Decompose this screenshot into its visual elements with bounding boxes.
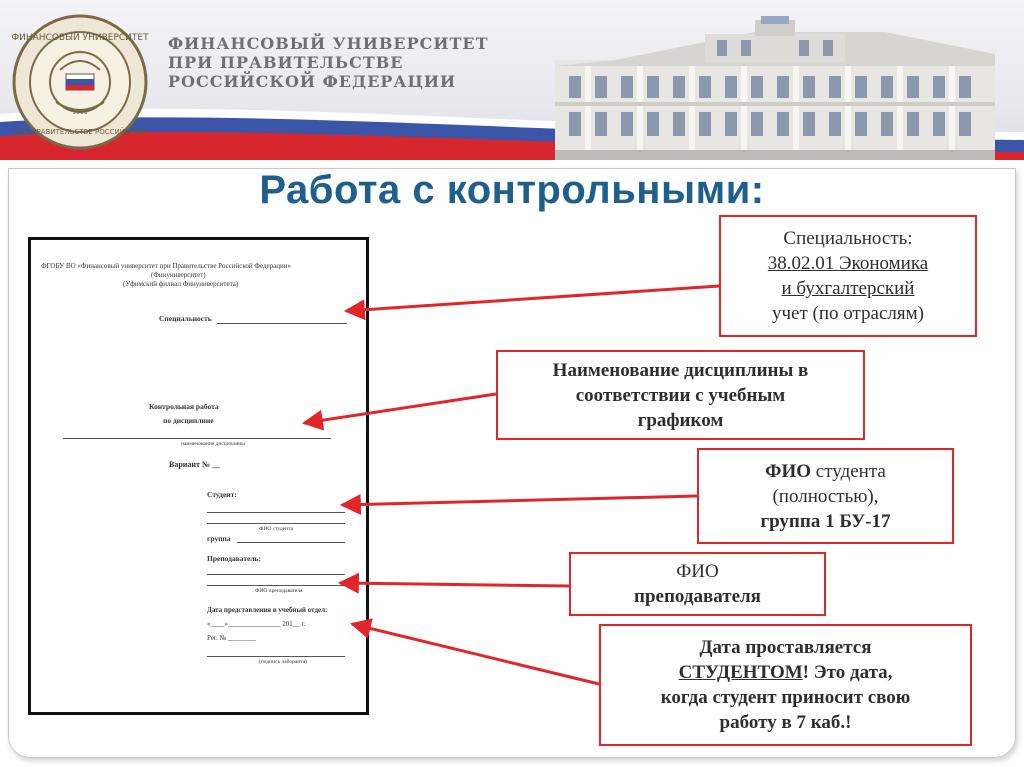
doc-reg-line: Рег. № ________	[207, 634, 256, 642]
doc-date-label: Дата представления в учебный отдел:	[207, 606, 328, 614]
callout-teacher-line-2: преподавателя	[634, 586, 761, 607]
callout-date-emph: СТУДЕНТОМ	[678, 662, 803, 683]
callout-discipline-line-2: соответствии с учебным	[575, 384, 786, 406]
callout-student-rest: студента	[811, 460, 886, 482]
university-name-line-1: ФИНАНСОВЫЙ УНИВЕРСИТЕТ	[168, 34, 489, 53]
callout-date-line-3: когда студент приносит свою	[660, 687, 911, 708]
university-name	[168, 34, 548, 91]
doc-sign-line	[207, 656, 345, 657]
doc-group-line	[237, 542, 345, 543]
callout-student-line-2: (полностью),	[772, 485, 879, 507]
university-name-line-2: ПРИ ПРАВИТЕЛЬСТВЕ	[168, 53, 404, 72]
doc-teacher-line-2	[207, 585, 345, 586]
doc-org-line-2: (Финуниверситет)	[151, 271, 206, 279]
seal-text-bottom: ПРИ ПРАВИТЕЛЬСТВЕ РОССИЙСКОЙ	[14, 128, 146, 136]
doc-student-line-2	[207, 523, 345, 524]
callout-specialty-label: Специальность:	[783, 228, 913, 249]
callout-discipline-line-3: графиком	[637, 409, 724, 431]
callout-date-line-1: Дата проставляется	[699, 637, 872, 658]
callout-specialty	[719, 215, 977, 337]
callout-discipline-line-1: Наименование дисциплины в	[552, 359, 809, 381]
seal-text-top: ФИНАНСОВЫЙ УНИВЕРСИТЕТ	[11, 33, 149, 43]
callout-date-line-4: работу в 7 каб.!	[719, 712, 852, 733]
callout-specialty-line-3: и бухгалтерский	[781, 278, 915, 299]
doc-sign-caption: (подпись лаборанта)	[259, 659, 307, 665]
university-name-line-3: РОССИЙСКОЙ ФЕДЕРАЦИИ	[168, 72, 457, 91]
callout-student-bold: ФИО	[765, 460, 812, 482]
callout-date-line-2-rest: ! Это дата,	[802, 662, 893, 683]
callout-student-line-3: группа 1 БУ-17	[760, 510, 891, 532]
callout-teacher-line-1: ФИО	[676, 561, 719, 582]
doc-org-line-3: (Уфимский филиал Финуниверситета)	[123, 280, 239, 288]
doc-discipline-line	[63, 438, 331, 439]
doc-by-discipline: по дисциплине	[163, 416, 214, 425]
doc-discipline-caption: наименование дисциплины	[181, 441, 245, 447]
callout-date	[599, 624, 972, 746]
callout-specialty-code: 38.02.01 Экономика	[767, 253, 929, 274]
doc-specialty-line	[217, 323, 347, 324]
doc-org-line-1: ФГОБУ ВО «Финансовый университет при Правительстве Российской Федерации»	[41, 262, 291, 270]
callout-student	[697, 448, 954, 544]
university-seal-icon	[10, 12, 150, 152]
doc-student-label: Студент:	[207, 490, 237, 499]
doc-teacher-caption: ФИО преподавателя	[255, 588, 303, 594]
doc-student-line-1	[207, 512, 345, 513]
callout-specialty-line-4: учет (по отраслям)	[771, 303, 924, 324]
callout-discipline	[496, 350, 865, 440]
page-title: Работа с контрольными:	[259, 168, 765, 212]
callout-teacher	[569, 552, 826, 616]
doc-work-title: Контрольная работа	[149, 402, 219, 411]
title-page-sample	[28, 237, 369, 715]
doc-student-caption: ФИО студента	[259, 526, 293, 532]
doc-teacher-label: Преподаватель:	[207, 554, 262, 563]
seal-year: 1919	[72, 109, 88, 116]
university-building-image	[555, 14, 1005, 160]
doc-variant: Вариант № __	[169, 460, 220, 469]
header-banner	[0, 0, 1024, 160]
doc-teacher-line-1	[207, 574, 345, 575]
doc-date-line: «____»_______________ 201__ г.	[207, 620, 306, 628]
callout-student-line-1	[699, 459, 952, 484]
callout-date-line-2	[601, 660, 970, 685]
doc-group-label: группа	[207, 534, 231, 543]
doc-specialty-label: Специальность	[159, 314, 212, 323]
